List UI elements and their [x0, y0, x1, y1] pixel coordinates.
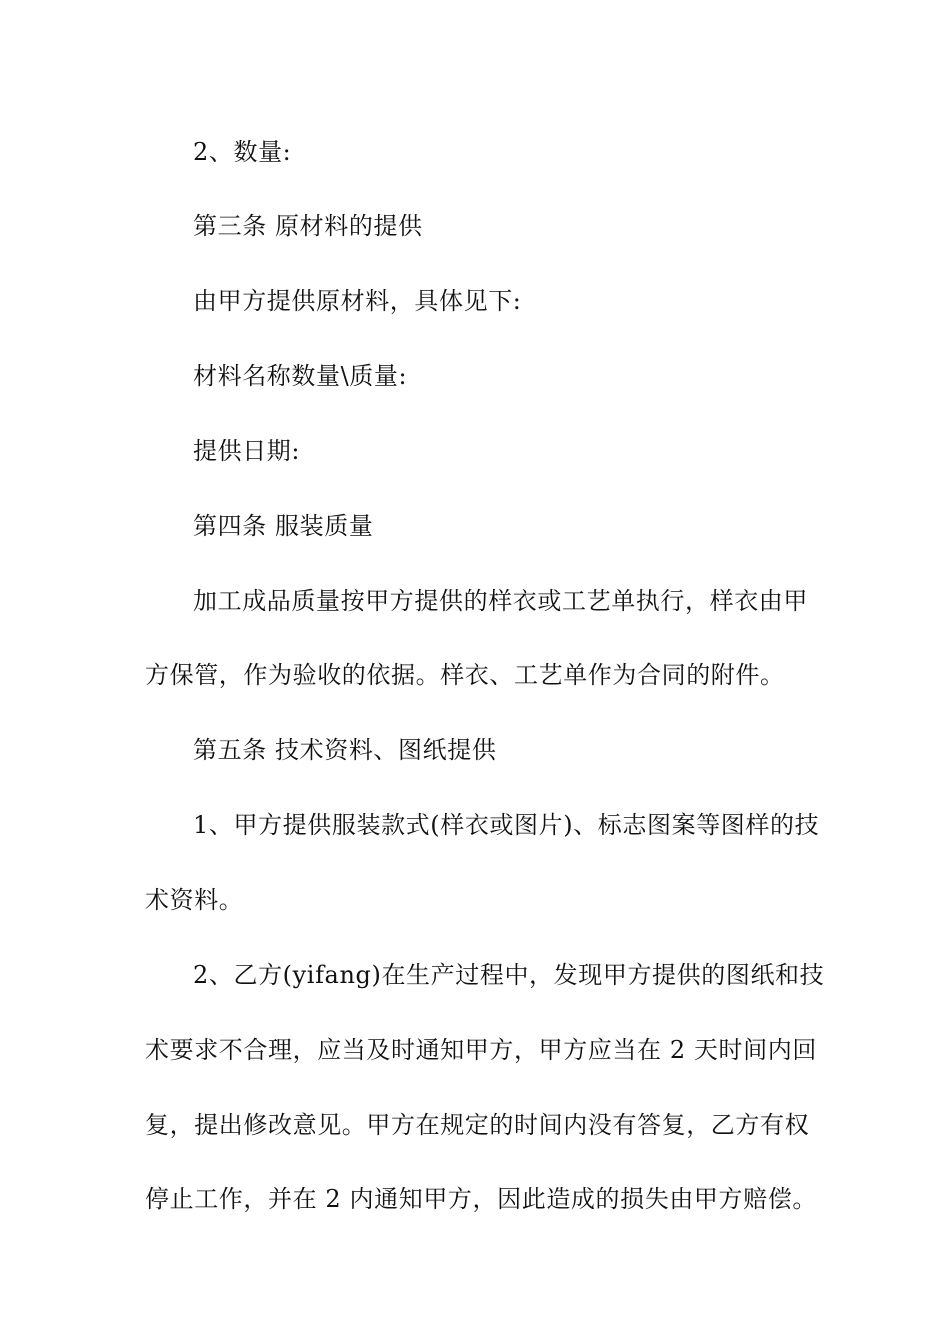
article-5-heading: 第五条 技术资料、图纸提供	[193, 736, 497, 764]
clause-quantity-line: 2、数量:	[193, 138, 292, 166]
tech-item-2-line-3: 复，提出修改意见。甲方在规定的时间内没有答复，乙方有权	[145, 1111, 810, 1139]
tech-item-2-line-2: 术要求不合理，应当及时通知甲方，甲方应当在 2 天时间内回	[145, 1036, 817, 1064]
quality-paragraph-line-2: 方保管，作为验收的依据。样衣、工艺单作为合同的附件。	[145, 661, 785, 689]
quality-paragraph-line-1: 加工成品质量按甲方提供的样衣或工艺单执行，样衣由甲	[193, 587, 808, 615]
article-3-heading: 第三条 原材料的提供	[193, 212, 423, 240]
article-4-heading: 第四条 服装质量	[193, 512, 374, 540]
tech-item-2-line-1: 2、乙方(yifang)在生产过程中，发现甲方提供的图纸和技	[193, 961, 825, 989]
supply-date-line: 提供日期:	[193, 437, 301, 465]
tech-item-1-line-2: 术资料。	[145, 886, 244, 914]
tech-item-1-line-1: 1、甲方提供服装款式(样衣或图片)、标志图案等图样的技	[193, 811, 820, 839]
tech-item-2-line-4: 停止工作，并在 2 内通知甲方，因此造成的损失由甲方赔偿。	[145, 1185, 817, 1213]
material-name-quantity-line: 材料名称数量\质量:	[193, 362, 408, 390]
materials-intro-line: 由甲方提供原材料，具体见下:	[193, 287, 522, 315]
